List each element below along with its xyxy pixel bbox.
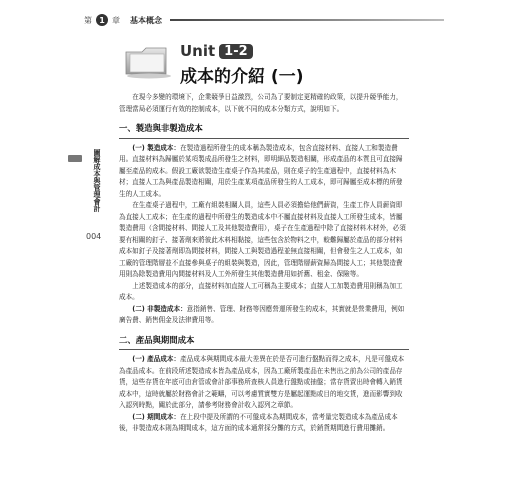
header-rule (170, 19, 444, 21)
unit-label (180, 42, 253, 60)
section-1-item-2 (119, 304, 409, 327)
term-label: (一) 產品成本： (132, 355, 181, 363)
term-label: (一) 製造成本： (132, 143, 181, 152)
book-title-vertical: 圖解成本與管理會計 (93, 149, 101, 212)
page-number: 004 (86, 232, 102, 241)
unit-title: 成本的介紹 (一) (180, 67, 304, 87)
chapter-title: 基本概念 (130, 15, 162, 25)
side-tab-marker (68, 155, 82, 162)
intro-paragraph: 在現今多變的環境下，企業競爭日益激烈，公司為了要制定更精確的政策，以提升競爭能力，管理當局必須運行有效的控制成本，以下就不同的成本分類方式，說明如下。 (119, 93, 403, 113)
chapter-suffix: 章 (112, 15, 120, 25)
unit-number-badge: 1-2 (219, 44, 253, 59)
term-label: (二) 期間成本： (132, 412, 181, 421)
chapter-number-badge: 1 (96, 14, 108, 26)
section-1-heading: 一、製造與非製造成本 (119, 123, 409, 139)
term-label: (二) 非製造成本： (132, 304, 187, 313)
term-text: 意指銷售、管理、財務等因應營運所發生的成本，其實就是營業費用，例如廣告費、銷售佣金及法律費用等。 (119, 304, 405, 324)
term-text: 在製造過程所發生的成本稱為製造成本，包含直接材料、直接人工和製造費用。直接材料為歸屬於某項製成品所發生之材料，即明細品製造相關，形成產品的本質且可直接歸屬至產品的成本。假設工廠欲製造生產桌子作為其產品，則在桌子的生產過程中，直接材料為木材；直接人工為與產品製造相關，用於生產某項產品所發生的人工成本，即可歸屬至成本標的所發生的人工成本。 (119, 143, 403, 198)
term-text: 產品成本與期間成本最大差異在於是否可進行盤點而得之成本，凡是可盤成本為產品成本。在前段所述製造成本皆為產品成本，因為工廠所製產品在未售出之前為公司的產品存貨，這些存貨在年底可由倉管或會計部事務所查核人員進行盤點或抽盤；當存貨賣出時會轉入銷貨成本中，這時就屬於財務會計之範疇，可以考慮質實雙方是屬起運點或目的地交貨，進而影響到收入認列時點，關於此部分，請參考財務會計收入認列之章節。 (119, 355, 405, 409)
section-1-paragraph-3: 上述製造成本的部分，直接材料加直接人工可稱為主要成本；直接人工加製造費用則稱為加工成本。 (119, 281, 403, 301)
term-text: 在上段中提及所謂的不可盤成本為期間成本，當考量完製造成本為產品成本後，非製造成本則為期間成本，這方面的成本通常採分攤的方式，於銷貨期間進行費用攤銷。 (119, 412, 398, 432)
unit-word: Unit (180, 42, 216, 60)
chapter-header (84, 14, 444, 26)
section-1-item-1 (119, 143, 409, 201)
chapter-prefix: 第 (84, 15, 92, 25)
section-2-heading: 二、產品與期間成本 (119, 335, 409, 351)
section-2-item-2 (119, 412, 409, 435)
folder-illustration-icon (122, 42, 176, 80)
section-1-paragraph-2: 在生產桌子過程中，工廠有組裝相關人員，這些人員必須擔給他們薪資，生產工作人員薪資即為直接人工成本；在生產的過程中所發生的製造成本中不屬直接材料及直接人工所發生成本，皆屬製造費用（含間接材料、間接人工及其他製造費用），桌子在生產過程中除了直接材料木材外，必須要有相關的釘子、接著劑來將彼此木料相黏接，這些包含於物料之中，較難歸屬於產品的部分材料成本如釘子及接著劑即為間接材料，間接人工與製造過程並無直接相關，但會發生之人工成本，如工廠的管理階層並不直接參與桌子的組裝與製造，因此，管理階層薪資歸為間接人工；其他製造費用則為除製造費用內間接材料及人工外所發生其他製造費用如折舊、租金、保險等。 (119, 201, 406, 278)
body-content (119, 92, 409, 435)
section-2-item-1 (119, 354, 409, 412)
